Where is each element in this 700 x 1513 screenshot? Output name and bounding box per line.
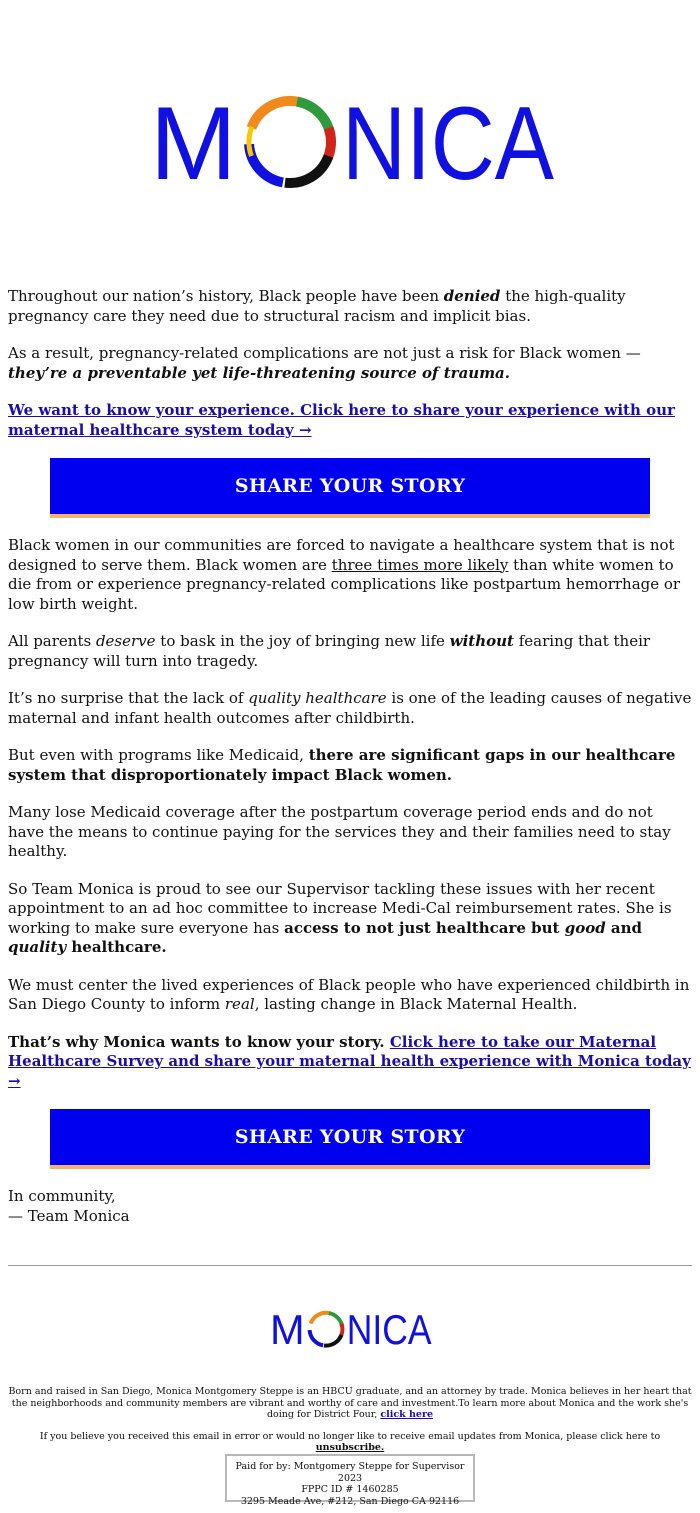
footer xyxy=(8,1386,692,1464)
paid-for-line: Paid for by: Montgomery Steppe for Supervisor 2023 xyxy=(235,1461,465,1484)
body-paragraph-4: All parents deserve to bask in the joy of bringing new life without fearing that their pregnancy will turn into tragedy. xyxy=(8,632,651,670)
footer-unsubscribe-text: If you believe you received this email in error or would no longer like to receive email updates from Monica, please click here to unsubscribe. xyxy=(39,1430,661,1453)
logo-text-right: NICA xyxy=(342,86,555,202)
survey-link[interactable]: Click here to take our Maternal Healthcare Survey and share your maternal health experience with Monica today → xyxy=(8,1032,691,1090)
body-paragraph-7: Many lose Medicaid coverage after the postpartum coverage period ends and do not have the means to continue paying for the services they and their families need to stay healthy. xyxy=(8,803,671,860)
intro-paragraph-1: Throughout our nation’s history, Black people have been denied the high-quality pregnancy care they need due to structural racism and implicit bias. xyxy=(8,287,626,325)
logo-text-right: NICA xyxy=(346,1306,432,1353)
address: 3295 Meade Ave, #212, San Diego CA 92116 xyxy=(240,1495,460,1507)
intro-paragraph-2: As a result, pregnancy-related complications are not just a risk for Black women — they’re a preventable yet life-threatening source of trauma. xyxy=(8,344,641,382)
logo-ring-icon xyxy=(305,1308,347,1350)
footer-divider xyxy=(8,1265,692,1266)
body-paragraph-3: Black women in our communities are forced to navigate a healthcare system that is not designed to serve them. Black women are three times more likely than white women to die from or experience pregnancy-related complications like postpartum hemorrhage or low birth weight. xyxy=(8,536,681,613)
unsubscribe-link[interactable]: unsubscribe. xyxy=(315,1442,385,1453)
share-experience-link[interactable]: We want to know your experience. Click here to share your experience with our maternal healthcare system today → xyxy=(8,401,675,439)
logo-text-left: M xyxy=(150,86,237,202)
learn-more-link[interactable]: click here xyxy=(380,1409,434,1420)
share-story-button-1[interactable]: SHARE YOUR STORY xyxy=(50,458,650,518)
monica-logo xyxy=(150,84,560,202)
body-paragraph-6: But even with programs like Medicaid, there are significant gaps in our healthcare system that disproportionately impact Black women. xyxy=(8,746,676,784)
body-paragraph-10: That’s why Monica wants to know your story. Click here to take our Maternal Healthcare Survey and share your maternal health experience with Monica today → xyxy=(8,1032,691,1090)
share-experience-paragraph xyxy=(8,401,692,440)
paid-for-box xyxy=(225,1454,475,1507)
email-body xyxy=(8,287,692,1244)
body-paragraph-8: So Team Monica is proud to see our Supervisor tackling these issues with her recent appointment to an ad hoc committee to increase Medi-Cal reimbursement rates. She is working to make sure everyone has access to not just healthcare but good and quality healthcare. xyxy=(8,879,672,956)
share-story-button-2[interactable]: SHARE YOUR STORY xyxy=(50,1109,650,1169)
body-paragraph-5: It’s no surprise that the lack of quality healthcare is one of the leading causes of negative maternal and infant health outcomes after childbirth. xyxy=(8,689,692,727)
fppc-id: FPPC ID # 1460285 xyxy=(301,1484,399,1495)
footer-bio: Born and raised in San Diego, Monica Montgomery Steppe is an HBCU graduate, and an attorney by trade. Monica believes in her heart that the neighborhoods and community members are vibrant and worthy of care and investment.To learn more about Monica and the work she's doing for District Four, click here xyxy=(8,1386,692,1420)
logo-ring-icon xyxy=(237,89,342,194)
logo-text-left: M xyxy=(270,1306,305,1353)
monica-logo-footer xyxy=(270,1306,434,1353)
body-paragraph-9: We must center the lived experiences of Black people who have experienced childbirth in San Diego County to inform real, lasting change in Black Maternal Health. xyxy=(8,975,690,1013)
signoff: In community, — Team Monica xyxy=(8,1187,130,1225)
